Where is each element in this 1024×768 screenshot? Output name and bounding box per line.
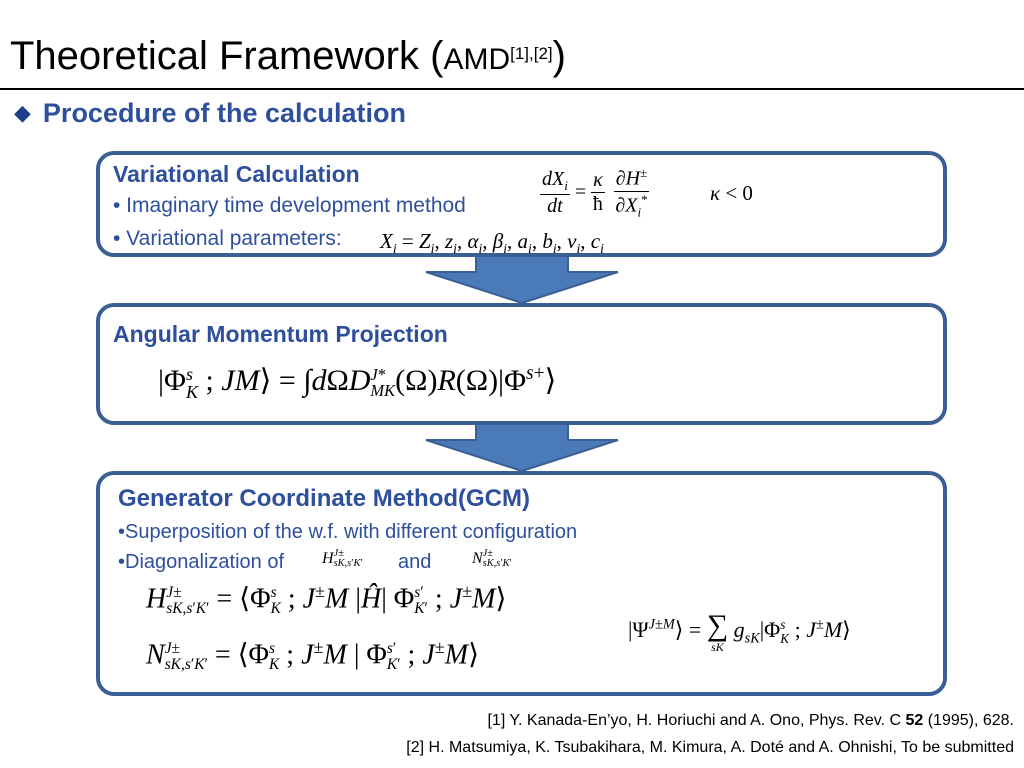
gcm-wavefunction-equation: $|\Psi^{J\pm M}⟩$ = ∑ sK $g_{sK}|\Phi$ s K ; J±M⟩ bbox=[628, 609, 851, 654]
title-text: Theoretical Framework ( bbox=[10, 34, 444, 78]
variational-parameters-bullet: • Variational parameters: bbox=[113, 227, 342, 250]
variational-calculation-box bbox=[96, 151, 947, 257]
imaginary-time-bullet: • Imaginary time development method bbox=[113, 194, 466, 217]
reference-1: [1] Y. Kanada-En’yo, H. Horiuchi and A. Ono, Phys. Rev. C 52 (1995), 628. bbox=[487, 712, 1014, 729]
and-connector: and bbox=[398, 551, 432, 573]
norm-kernel-symbol: N J± sK,s′K′ bbox=[472, 548, 512, 570]
section-heading bbox=[14, 98, 406, 129]
section-heading-text: Procedure of the calculation bbox=[42, 98, 406, 128]
down-arrow-icon bbox=[424, 424, 620, 472]
norm-kernel-equation: N J± sK,s′K′ = ⟨Φ s K ; J±M | Φ s′ K′ ; J±M⟩ bbox=[146, 637, 479, 673]
time-evolution-equation: $dX_i$ dt = $\frac{\kappa}{ħ}$ $\frac{\partial H^\pm}{\partial X_i^*}$ bbox=[542, 165, 648, 220]
angular-momentum-projection-box bbox=[96, 303, 947, 425]
reference-2: [2] H. Matsumiya, K. Tsubakihara, M. Kimura, A. Doté and A. Ohnishi, To be submitted bbox=[406, 739, 1014, 756]
hamiltonian-kernel-equation: H J± sK,s′K′ = ⟨Φ s K ; J±M |Ĥ| Φ s′ K′ ; J±M⟩ bbox=[146, 581, 507, 617]
projection-equation: |Φ s K ; JM⟩ = ∫dΩD J* MK $(\Omega)R(\Omega)|\Phi^{s+}⟩$ bbox=[158, 363, 557, 403]
variational-parameters-formula: $X_i = Z_i$, $z_i$, $\alpha_i$, $\beta_i$, $a_i$, $b_i$, $\nu_i$, $c_i$ bbox=[380, 229, 604, 257]
title-underline bbox=[0, 88, 1024, 90]
slide-title bbox=[10, 30, 566, 86]
diagonalization-bullet: •Diagonalization of bbox=[118, 551, 284, 573]
title-citation: [1],[2] bbox=[510, 44, 553, 63]
angular-momentum-projection-title: Angular Momentum Projection bbox=[113, 321, 448, 347]
gcm-box bbox=[96, 471, 947, 696]
gcm-title: Generator Coordinate Method(GCM) bbox=[118, 485, 530, 512]
title-close-paren: ) bbox=[552, 34, 566, 78]
title-abbr: AMD bbox=[443, 43, 511, 76]
diamond-bullet-icon: ◆ bbox=[14, 100, 31, 125]
kappa-condition: κ < 0 bbox=[710, 181, 753, 205]
hamiltonian-kernel-symbol: H J± sK,s′K′ bbox=[322, 548, 363, 570]
down-arrow-icon bbox=[424, 256, 620, 304]
variational-calculation-title: Variational Calculation bbox=[113, 161, 360, 187]
superposition-bullet: •Superposition of the w.f. with different configuration bbox=[118, 521, 578, 543]
